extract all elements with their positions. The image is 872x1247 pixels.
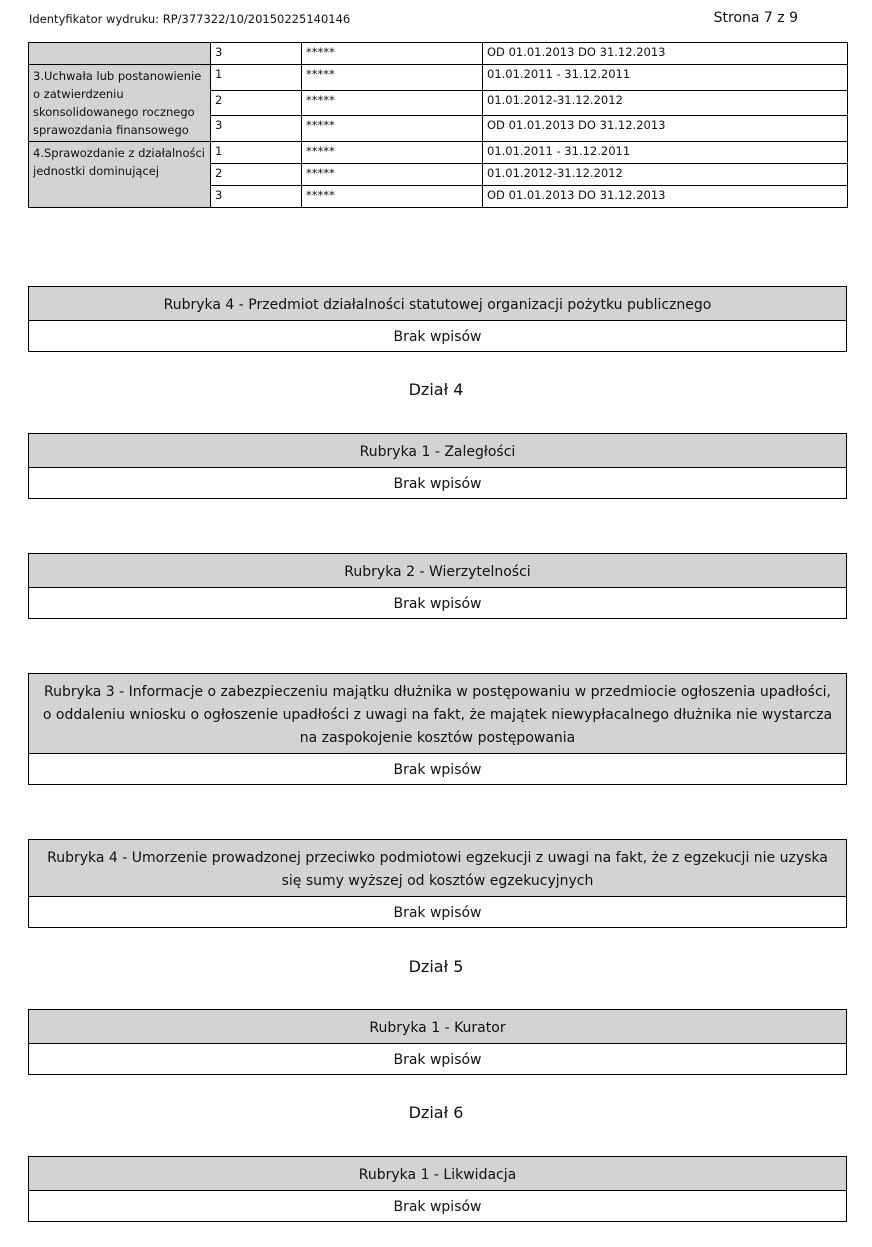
section-body: Brak wpisów <box>393 1199 482 1215</box>
section-dzial4-rubryka1 <box>28 433 847 499</box>
section-title: Rubryka 1 - Likwidacja <box>29 1157 846 1191</box>
section-title: Rubryka 4 - Przedmiot działalności statutowej organizacji pożytku publicznego <box>29 287 846 321</box>
table-cell-value: ***** <box>302 90 483 116</box>
table-cell-num: 3 <box>211 43 302 65</box>
table-cell-num: 1 <box>211 142 302 164</box>
table-cell-value: ***** <box>302 43 483 65</box>
table-cell-period: 01.01.2012-31.12.2012 <box>483 164 848 186</box>
print-identifier: Identyfikator wydruku: RP/377322/10/20150225140146 <box>29 12 351 26</box>
section-dzial3-rubryka4 <box>28 286 847 352</box>
heading-dzial-4: Dział 4 <box>408 380 464 399</box>
table-cell-label <box>29 43 211 65</box>
table-cell-period: OD 01.01.2013 DO 31.12.2013 <box>483 116 848 142</box>
heading-dzial-6: Dział 6 <box>408 1103 464 1122</box>
table-cell-value: ***** <box>302 116 483 142</box>
section-title: Rubryka 4 - Umorzenie prowadzonej przeciwko podmiotowi egzekucji z uwagi na fakt, że z egzekucji nie uzyska się sumy wyższej od kosztów egzekucyjnych <box>29 840 846 897</box>
table-cell-label: 3.Uchwała lub postanowienie o zatwierdzeniu skonsolidowanego rocznego sprawozdania finansowego <box>29 65 211 142</box>
table-cell-period: 01.01.2011 - 31.12.2011 <box>483 65 848 91</box>
section-dzial4-rubryka3 <box>28 673 847 785</box>
section-title: Rubryka 3 - Informacje o zabezpieczeniu majątku dłużnika w postępowaniu w przedmiocie ogłoszenia upadłości, o oddaleniu wniosku o ogłoszenie upadłości z uwagi na fakt, że majątek niewypłacalnego dłużnika nie wystarcza na zaspokojenie kosztów postępowania <box>29 674 846 754</box>
section-body: Brak wpisów <box>393 905 482 921</box>
section-body: Brak wpisów <box>393 329 482 345</box>
table-cell-num: 3 <box>211 186 302 208</box>
table-cell-num: 3 <box>211 116 302 142</box>
table-cell-value: ***** <box>302 65 483 91</box>
section-dzial4-rubryka2 <box>28 553 847 619</box>
table-cell-value: ***** <box>302 164 483 186</box>
section-title: Rubryka 1 - Kurator <box>29 1010 846 1044</box>
table-cell-num: 1 <box>211 65 302 91</box>
section-dzial5-rubryka1 <box>28 1009 847 1075</box>
section-body: Brak wpisów <box>393 1052 482 1068</box>
table-cell-num: 2 <box>211 164 302 186</box>
table-row <box>29 43 848 65</box>
page-number: Strona 7 z 9 <box>713 10 798 26</box>
section-dzial4-rubryka4 <box>28 839 847 928</box>
section-body: Brak wpisów <box>393 476 482 492</box>
table-cell-period: OD 01.01.2013 DO 31.12.2013 <box>483 43 848 65</box>
table-cell-value: ***** <box>302 186 483 208</box>
section-title: Rubryka 1 - Zaległości <box>29 434 846 468</box>
table-cell-num: 2 <box>211 90 302 116</box>
table-cell-value: ***** <box>302 142 483 164</box>
table-cell-period: 01.01.2012-31.12.2012 <box>483 90 848 116</box>
section-dzial6-rubryka1 <box>28 1156 847 1222</box>
heading-dzial-5: Dział 5 <box>408 957 464 976</box>
table-cell-period: 01.01.2011 - 31.12.2011 <box>483 142 848 164</box>
table-row <box>29 142 848 164</box>
reports-table <box>28 42 848 208</box>
table-cell-period: OD 01.01.2013 DO 31.12.2013 <box>483 186 848 208</box>
section-body: Brak wpisów <box>393 762 482 778</box>
section-title: Rubryka 2 - Wierzytelności <box>29 554 846 588</box>
section-body: Brak wpisów <box>393 596 482 612</box>
table-cell-label: 4.Sprawozdanie z działalności jednostki dominującej <box>29 142 211 208</box>
table-row <box>29 65 848 91</box>
